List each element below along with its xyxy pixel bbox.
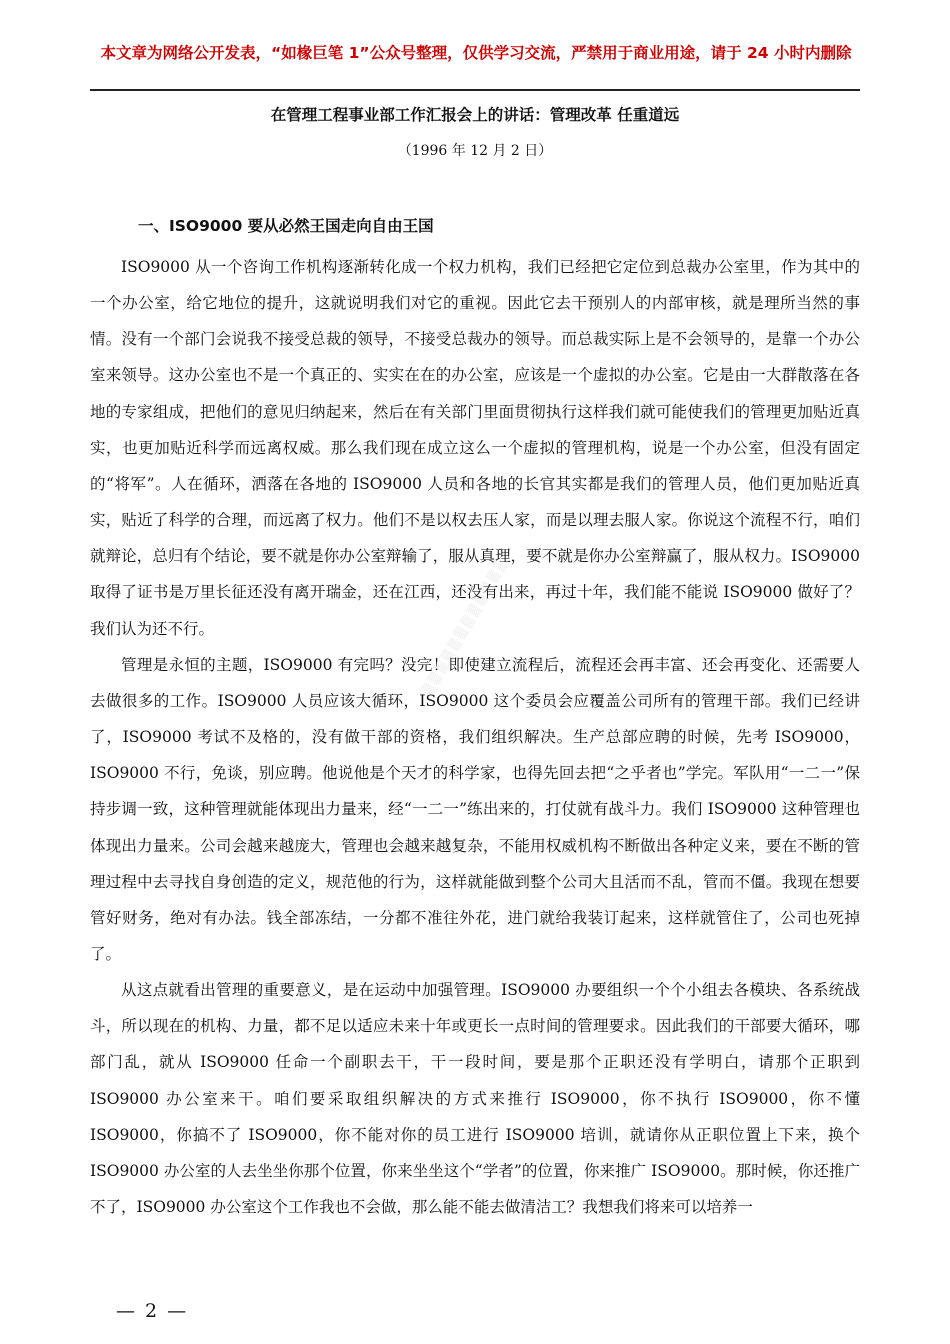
page-number: — 2 — [116,1300,189,1322]
section-heading: 一、ISO9000 要从必然王国走向自由王国 [138,217,434,235]
document-date: （1996 年 12 月 2 日） [397,143,553,159]
faint-watermark: ▒ ▒ ▒ ▒ ▒ ▒ ▒ ▒ ▒ ▒ ▒ ▒ [420,557,509,697]
header-divider [90,89,860,91]
paragraph-1: ISO9000 从一个咨询工作机构逐渐转化成一个权力机构，我们已经把它定位到总裁办公室里，作为其中的一个办公室，给它地位的提升，这就说明我们对它的重视。因此它去干预别人的内部审核，就是理所当然的事情。没有一个部门会说我不接受总裁的领导，不接受总裁办的领导。而总裁实际上是不会领导的，是靠一个办公室来领导。这办公室也不是一个真正的、实实在在的办公室，应该是一个虚拟的办公室。它是由一大群散落在各地的专家组成，把他们的意见归纳起来，然后在有关部门里面贯彻执行这样我们就可能使我们的管理更加贴近真实，也更加贴近科学而远离权威。那么我们现在成立这么一个虚拟的管理机构，说是一个办公室，但没有固定的“将军”。人在循环，洒落在各地的 ISO9000 人员和各地的长官其实都是我们的管理人员，他们更加贴近真实，贴近了科学的合理，而远离了权力。他们不是以权去压人家，而是以理去服人家。你说这个流程不行，咱们就辩论，总归有个结论，要不就是你办公室辩输了，服从真理，要不就是你办公室辩赢了，服从权力。ISO9000 取得了证书是万里长征还没有离开瑞金，还在江西，还没有出来，再过十年，我们能不能说 ISO9000 做好了？我们认为还不行。 [90,258,860,638]
paragraph-2: 管理是永恒的主题，ISO9000 有完吗？没完！即使建立流程后，流程还会再丰富、还会再变化、还需要人去做很多的工作。ISO9000 人员应该大循环，ISO9000 这个委员会应覆盖公司所有的管理干部。我们已经讲了，ISO9000 考试不及格的，没有做干部的资格，我们组织解决。生产总部应聘的时候，先考 ISO9000，ISO9000 不行，免谈，别应聘。他说他是个天才的科学家，也得先回去把“之乎者也”学完。军队用“一二一”保持步调一致，这种管理就能体现出力量来，经“一二一”练出来的，打仗就有战斗力。我们 ISO9000 这种管理也体现出力量来。公司会越来越庞大，管理也会越来越复杂，不能用权威机构不断做出各种定义来，要在不断的管理过程中去寻找自身创造的定义，规范他的行为，这样就能做到整个公司大且活而不乱，管而不僵。我现在想要管好财务，绝对有办法。钱全部冻结，一分都不准往外花，进门就给我装订起来，这样就管住了，公司也死掉了。 [90,655,860,963]
copyright-notice: 本文章为网络公开发表，“如椽巨笔 1”公众号整理，仅供学习交流，严禁用于商业用途，请于 24 小时内删除 [100,44,852,62]
document-title: 在管理工程事业部工作汇报会上的讲话：管理改革 任重道远 [270,105,680,124]
body-text [90,249,860,1225]
paragraph-3: 从这点就看出管理的重要意义，是在运动中加强管理。ISO9000 办要组织一个个小组去各模块、各系统战斗，所以现在的机构、力量，都不足以适应未来十年或更长一点时间的管理要求。因此我们的干部要大循环，哪部门乱，就从 ISO9000 任命一个副职去干，干一段时间，要是那个正职还没有学明白，请那个正职到 ISO9000 办公室来干。咱们要采取组织解决的方式来推行 ISO9000，你不执行 ISO9000，你不懂 ISO9000，你搞不了 ISO9000，你不能对你的员工进行 ISO9000 培训，就请你从正职位置上下来，换个 ISO9000 办公室的人去坐坐你那个位置，你来坐坐这个“学者”的位置，你来推广 ISO9000。那时候，你还推广不了，ISO9000 办公室这个工作我也不会做，那么能不能去做清洁工？我想我们将来可以培养一 [90,981,860,1217]
